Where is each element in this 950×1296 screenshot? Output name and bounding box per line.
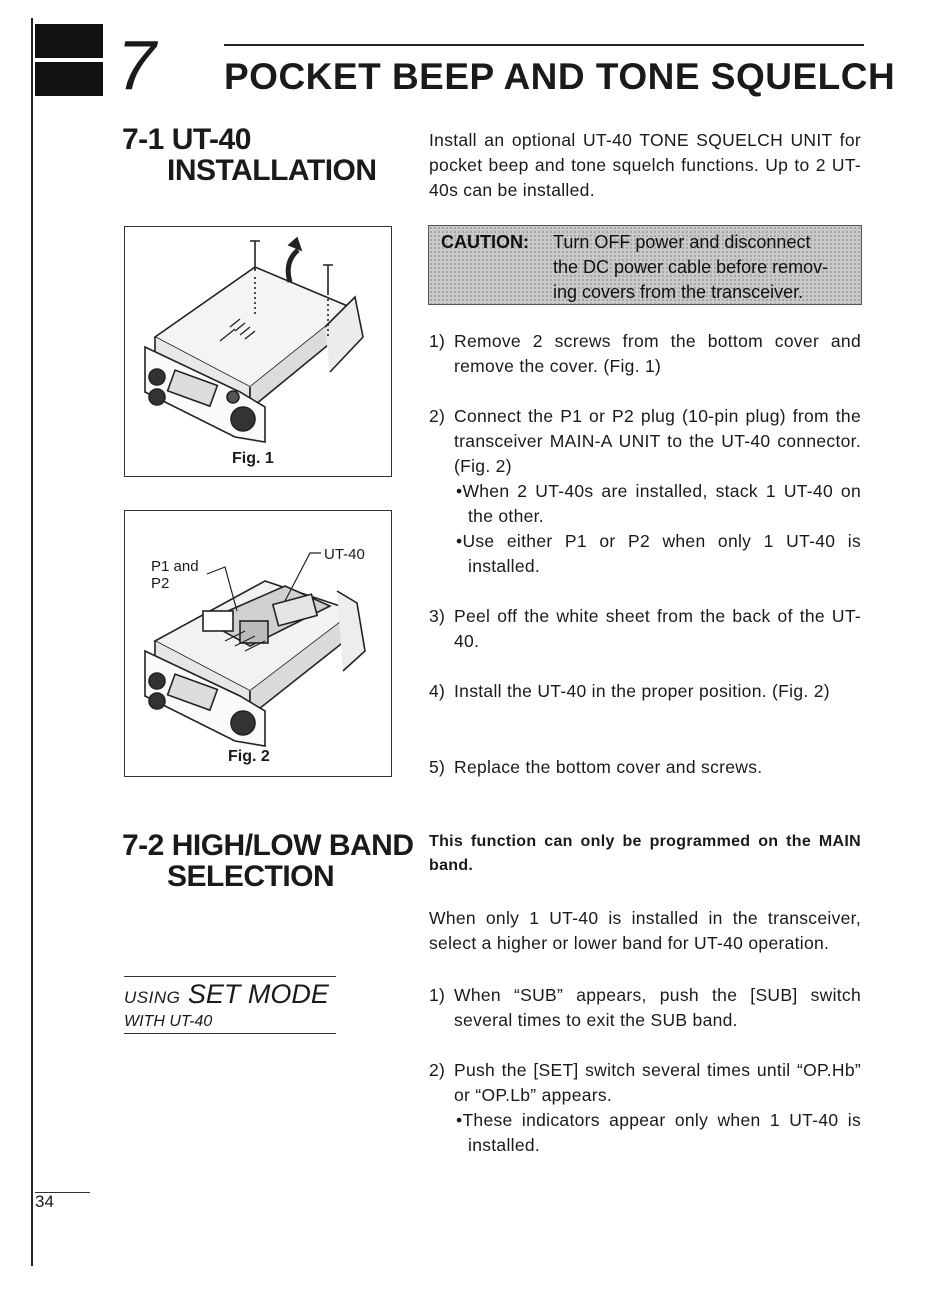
bullet-item: •These indicators appear only when 1 UT-40 is installed. [456, 1110, 861, 1155]
chapter-tab-lower [35, 62, 103, 96]
section-2-title-line1: 7-2 HIGH/LOW BAND [122, 829, 414, 862]
step-1-5 [429, 755, 861, 780]
step-text: Replace the bottom cover and screws. [454, 757, 763, 777]
step-text: When “SUB” appears, push the [SUB] switch several times to exit the SUB band. [454, 985, 861, 1030]
mode-main: SET MODE [187, 979, 329, 1009]
caution-line3: ing covers from the transceiver. [553, 282, 804, 302]
figure-1-caption: Fig. 1 [232, 450, 274, 467]
section-2-title-line2: SELECTION [167, 860, 335, 893]
section-2-intro: When only 1 UT-40 is installed in the transceiver, select a higher or lower band for UT-40 operation. [429, 908, 861, 953]
label-p2: P2 [151, 575, 170, 592]
caution-box [428, 225, 862, 305]
step-text: Remove 2 screws from the bottom cover and remove the cover. (Fig. 1) [454, 331, 861, 376]
margin-rule [31, 18, 33, 1266]
step-number: 3) [429, 606, 446, 626]
step-number: 2) [429, 406, 446, 426]
section-1-title-line2: INSTALLATION [167, 154, 377, 187]
figure-2-caption: Fig. 2 [228, 748, 270, 765]
caution-line2: the DC power cable before remov- [553, 257, 829, 277]
section-1-title-line1: 7-1 UT-40 [122, 123, 251, 156]
section-1-intro: Install an optional UT-40 TONE SQUELCH UNIT for pocket beep and tone squelch functions. Up to 2 UT-40s can be installed. [429, 130, 861, 200]
section-2-note: This function can only be programmed on the MAIN band. [429, 833, 861, 874]
label-p1: P1 and [151, 558, 199, 575]
step-1-4 [429, 679, 861, 704]
step-number: 4) [429, 681, 446, 701]
step-2-2 [429, 1058, 861, 1158]
section-2-title [122, 830, 414, 892]
set-mode-label [124, 976, 336, 1034]
step-2-1 [429, 983, 861, 1033]
page-number: 34 [35, 1192, 54, 1211]
caution-label: CAUTION: [441, 232, 529, 252]
step-1-2 [429, 404, 861, 579]
step-number: 1) [429, 331, 446, 351]
chapter-tab-upper [35, 24, 103, 58]
chapter-number: 7 [117, 26, 156, 104]
bullet-item: •Use either P1 or P2 when only 1 UT-40 is installed. [456, 531, 861, 576]
step-number: 2) [429, 1060, 446, 1080]
caution-line1: Turn OFF power and disconnect [553, 232, 811, 252]
step-number: 5) [429, 757, 446, 777]
header-rule [224, 44, 864, 46]
mode-using: USING [124, 988, 181, 1007]
section-1-title [122, 124, 377, 186]
step-number: 1) [429, 985, 446, 1005]
step-text: Connect the P1 or P2 plug (10-pin plug) from the transceiver MAIN-A UNIT to the UT-40 connector. (Fig. 2) [454, 406, 861, 476]
mode-sub: WITH UT-40 [124, 1013, 213, 1030]
figure-2-label-ut40: UT-40 [324, 546, 365, 563]
step-1-3 [429, 604, 861, 654]
step-1-1 [429, 329, 861, 379]
figure-2 [124, 510, 392, 777]
transceiver-cover-removal-illustration [125, 227, 391, 476]
step-text: Peel off the white sheet from the back of the UT-40. [454, 606, 861, 651]
chapter-title: POCKET BEEP AND TONE SQUELCH [224, 56, 896, 97]
figure-1 [124, 226, 392, 477]
step-text: Push the [SET] switch several times until “OP.Hb” or “OP.Lb” appears. [454, 1060, 861, 1105]
bullet-item: •When 2 UT-40s are installed, stack 1 UT-40 on the other. [456, 481, 861, 526]
step-text: Install the UT-40 in the proper position. (Fig. 2) [454, 681, 830, 701]
figure-2-label-p1-p2 [151, 558, 199, 592]
